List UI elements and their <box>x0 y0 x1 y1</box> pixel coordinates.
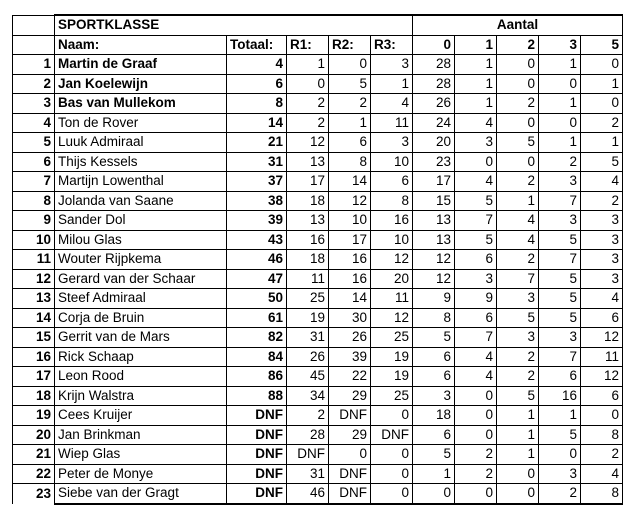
count-2: 0 <box>497 113 539 133</box>
round-1-score: 17 <box>287 172 329 192</box>
count-0: 26 <box>413 94 455 114</box>
count-1: 2 <box>455 445 497 465</box>
round-1-score: 25 <box>287 289 329 309</box>
count-5: 6 <box>581 308 623 328</box>
rank: 3 <box>13 94 55 114</box>
count-1: 0 <box>455 406 497 426</box>
round-3-score: 0 <box>371 406 413 426</box>
total-score: 8 <box>227 94 287 114</box>
round-1-score: 11 <box>287 269 329 289</box>
rank: 17 <box>13 367 55 387</box>
count-1: 0 <box>455 425 497 445</box>
total-score: DNF <box>227 445 287 465</box>
count-5: 4 <box>581 464 623 484</box>
count-5: 11 <box>581 347 623 367</box>
round-3-score: 3 <box>371 55 413 75</box>
count-3: 5 <box>539 269 581 289</box>
total-score: DNF <box>227 406 287 426</box>
total-score: 43 <box>227 230 287 250</box>
table-row <box>13 94 623 114</box>
player-name: Cees Kruijer <box>55 406 227 426</box>
table-row <box>13 133 623 153</box>
count-3: 1 <box>539 133 581 153</box>
total-score: 46 <box>227 250 287 270</box>
count-5: 6 <box>581 386 623 406</box>
table-row <box>13 74 623 94</box>
count-1: 7 <box>455 211 497 231</box>
count-2: 0 <box>497 152 539 172</box>
count-1: 4 <box>455 113 497 133</box>
count-1: 4 <box>455 172 497 192</box>
rank: 15 <box>13 328 55 348</box>
round-2-score: 6 <box>329 133 371 153</box>
table-row <box>13 464 623 484</box>
round-2-score: 2 <box>329 94 371 114</box>
count-5: 0 <box>581 406 623 426</box>
player-name: Martijn Lowenthal <box>55 172 227 192</box>
count-2: 5 <box>497 386 539 406</box>
player-name: Rick Schaap <box>55 347 227 367</box>
round-1-score: 18 <box>287 250 329 270</box>
count-1: 5 <box>455 230 497 250</box>
rank: 21 <box>13 445 55 465</box>
rank: 7 <box>13 172 55 192</box>
round-1-score: 2 <box>287 94 329 114</box>
count-5: 8 <box>581 425 623 445</box>
round-2-score: 16 <box>329 269 371 289</box>
table-row <box>13 191 623 211</box>
player-name: Wiep Glas <box>55 445 227 465</box>
count-2: 0 <box>497 464 539 484</box>
round-1-score: 19 <box>287 308 329 328</box>
round-2-score: 22 <box>329 367 371 387</box>
count-3: 0 <box>539 74 581 94</box>
count-1: 6 <box>455 308 497 328</box>
count-3: 3 <box>539 211 581 231</box>
total-score: 82 <box>227 328 287 348</box>
round-1-score: 45 <box>287 367 329 387</box>
count-5: 0 <box>581 94 623 114</box>
round-1-score: 1 <box>287 55 329 75</box>
count-0: 5 <box>413 328 455 348</box>
total-score: DNF <box>227 425 287 445</box>
player-name: Bas van Mullekom <box>55 94 227 114</box>
count-3-header: 3 <box>539 35 581 55</box>
player-name: Jan Brinkman <box>55 425 227 445</box>
total-score: 88 <box>227 386 287 406</box>
rank: 6 <box>13 152 55 172</box>
count-2: 1 <box>497 445 539 465</box>
count-1: 0 <box>455 152 497 172</box>
round-3-score: 6 <box>371 172 413 192</box>
round-3-score: 16 <box>371 211 413 231</box>
total-score: DNF <box>227 484 287 504</box>
count-5: 3 <box>581 250 623 270</box>
player-name: Corja de Bruin <box>55 308 227 328</box>
count-0: 28 <box>413 55 455 75</box>
round-1-score: 2 <box>287 406 329 426</box>
count-0: 28 <box>413 74 455 94</box>
round-3-score: 10 <box>371 230 413 250</box>
total-score: 14 <box>227 113 287 133</box>
round-3-score: 12 <box>371 308 413 328</box>
count-0: 1 <box>413 464 455 484</box>
round-1-score: DNF <box>287 445 329 465</box>
count-2: 5 <box>497 133 539 153</box>
player-name: Wouter Rijpkema <box>55 250 227 270</box>
count-2: 1 <box>497 406 539 426</box>
round-2-score: 16 <box>329 250 371 270</box>
count-2: 1 <box>497 425 539 445</box>
player-name: Gerard van der Schaar <box>55 269 227 289</box>
rank: 4 <box>13 113 55 133</box>
total-score: 50 <box>227 289 287 309</box>
round-1-score: 16 <box>287 230 329 250</box>
count-5: 5 <box>581 152 623 172</box>
round-2-score: 0 <box>329 445 371 465</box>
round-2-score: 39 <box>329 347 371 367</box>
count-1: 1 <box>455 94 497 114</box>
player-name: Martin de Graaf <box>55 55 227 75</box>
count-0: 12 <box>413 269 455 289</box>
count-5: 12 <box>581 367 623 387</box>
count-1: 1 <box>455 74 497 94</box>
count-1: 9 <box>455 289 497 309</box>
count-3: 3 <box>539 464 581 484</box>
count-3: 3 <box>539 172 581 192</box>
total-score: 21 <box>227 133 287 153</box>
count-1: 1 <box>455 55 497 75</box>
count-3: 2 <box>539 484 581 504</box>
count-5: 4 <box>581 289 623 309</box>
table-row <box>13 113 623 133</box>
round-1-score: 26 <box>287 347 329 367</box>
count-2: 3 <box>497 289 539 309</box>
round-3-score: 25 <box>371 328 413 348</box>
count-5: 3 <box>581 230 623 250</box>
total-score: 38 <box>227 191 287 211</box>
round-2-score: DNF <box>329 406 371 426</box>
round-3-score: 3 <box>371 133 413 153</box>
total-score: DNF <box>227 464 287 484</box>
table-row <box>13 55 623 75</box>
round-2-score: 26 <box>329 328 371 348</box>
rank: 22 <box>13 464 55 484</box>
count-3: 1 <box>539 406 581 426</box>
player-name: Steef Admiraal <box>55 289 227 309</box>
results-table <box>12 14 623 505</box>
count-2: 0 <box>497 55 539 75</box>
count-5: 1 <box>581 74 623 94</box>
rank: 13 <box>13 289 55 309</box>
count-5-header: 5 <box>581 35 623 55</box>
count-5: 8 <box>581 484 623 504</box>
round-1-score: 2 <box>287 113 329 133</box>
round-2-score: 17 <box>329 230 371 250</box>
count-5: 12 <box>581 328 623 348</box>
count-5: 3 <box>581 269 623 289</box>
total-header: Totaal: <box>227 35 287 55</box>
count-0: 24 <box>413 113 455 133</box>
count-3: 3 <box>539 328 581 348</box>
count-0-header: 0 <box>413 35 455 55</box>
round-2-score: 5 <box>329 74 371 94</box>
player-name: Thijs Kessels <box>55 152 227 172</box>
count-1: 4 <box>455 347 497 367</box>
rank: 9 <box>13 211 55 231</box>
name-header: Naam: <box>55 35 227 55</box>
count-0: 6 <box>413 367 455 387</box>
count-2-header: 2 <box>497 35 539 55</box>
player-name: Peter de Monye <box>55 464 227 484</box>
player-name: Ton de Rover <box>55 113 227 133</box>
count-0: 0 <box>413 484 455 504</box>
table-row <box>13 230 623 250</box>
round-3-score: 25 <box>371 386 413 406</box>
rank: 12 <box>13 269 55 289</box>
round-2-score: DNF <box>329 484 371 504</box>
count-3: 7 <box>539 191 581 211</box>
rank: 8 <box>13 191 55 211</box>
table-row <box>13 406 623 426</box>
title-row <box>13 15 623 35</box>
round-1-score: 31 <box>287 328 329 348</box>
count-1: 3 <box>455 133 497 153</box>
round-2-score: 10 <box>329 211 371 231</box>
rank: 20 <box>13 425 55 445</box>
round-3-score: 8 <box>371 191 413 211</box>
count-2: 2 <box>497 367 539 387</box>
round-2-score: 1 <box>329 113 371 133</box>
count-3: 7 <box>539 347 581 367</box>
round-1-score: 31 <box>287 464 329 484</box>
rank: 16 <box>13 347 55 367</box>
round-2-score: 0 <box>329 55 371 75</box>
count-2: 4 <box>497 211 539 231</box>
count-0: 9 <box>413 289 455 309</box>
round-3-score: 11 <box>371 289 413 309</box>
table-row <box>13 152 623 172</box>
count-1: 3 <box>455 269 497 289</box>
count-3: 5 <box>539 230 581 250</box>
player-name: Krijn Walstra <box>55 386 227 406</box>
round-3-score: 20 <box>371 269 413 289</box>
player-name: Sander Dol <box>55 211 227 231</box>
count-0: 6 <box>413 425 455 445</box>
table-row <box>13 445 623 465</box>
count-0: 6 <box>413 347 455 367</box>
round-1-score: 28 <box>287 425 329 445</box>
count-3: 7 <box>539 250 581 270</box>
count-2: 7 <box>497 269 539 289</box>
rank: 2 <box>13 74 55 94</box>
count-5: 3 <box>581 211 623 231</box>
count-2: 3 <box>497 328 539 348</box>
count-3: 0 <box>539 445 581 465</box>
round-3-score: DNF <box>371 425 413 445</box>
count-0: 20 <box>413 133 455 153</box>
table-row <box>13 250 623 270</box>
count-0: 17 <box>413 172 455 192</box>
total-score: 6 <box>227 74 287 94</box>
rank: 11 <box>13 250 55 270</box>
player-name: Jolanda van Saane <box>55 191 227 211</box>
count-0: 8 <box>413 308 455 328</box>
rank: 10 <box>13 230 55 250</box>
round-1-score: 46 <box>287 484 329 504</box>
total-score: 37 <box>227 172 287 192</box>
total-score: 31 <box>227 152 287 172</box>
round-2-score: 30 <box>329 308 371 328</box>
table-row <box>13 484 623 504</box>
count-0: 3 <box>413 386 455 406</box>
table-row <box>13 367 623 387</box>
round-2-score: 29 <box>329 386 371 406</box>
count-0: 12 <box>413 250 455 270</box>
round-1-score: 34 <box>287 386 329 406</box>
count-2: 2 <box>497 172 539 192</box>
round-2-score: 29 <box>329 425 371 445</box>
count-1: 4 <box>455 367 497 387</box>
count-1: 5 <box>455 191 497 211</box>
round-3-score: 0 <box>371 464 413 484</box>
count-3: 0 <box>539 113 581 133</box>
count-5: 0 <box>581 55 623 75</box>
rank: 14 <box>13 308 55 328</box>
count-5: 1 <box>581 133 623 153</box>
round-3-score: 11 <box>371 113 413 133</box>
table-row <box>13 289 623 309</box>
round-2-score: 12 <box>329 191 371 211</box>
count-1-header: 1 <box>455 35 497 55</box>
table-row <box>13 425 623 445</box>
total-score: 47 <box>227 269 287 289</box>
count-3: 16 <box>539 386 581 406</box>
count-3: 2 <box>539 152 581 172</box>
table-row <box>13 172 623 192</box>
player-name: Jan Koelewijn <box>55 74 227 94</box>
total-score: 86 <box>227 367 287 387</box>
rank: 1 <box>13 55 55 75</box>
count-3: 5 <box>539 425 581 445</box>
table-row <box>13 347 623 367</box>
round-3-score: 0 <box>371 445 413 465</box>
count-1: 0 <box>455 484 497 504</box>
count-2: 4 <box>497 230 539 250</box>
table-row <box>13 211 623 231</box>
count-0: 23 <box>413 152 455 172</box>
round-1-score: 18 <box>287 191 329 211</box>
table-row <box>13 386 623 406</box>
round-1-score: 13 <box>287 152 329 172</box>
count-2: 2 <box>497 347 539 367</box>
table-row <box>13 328 623 348</box>
count-2: 5 <box>497 308 539 328</box>
count-5: 2 <box>581 113 623 133</box>
section-title: SPORTKLASSE <box>55 15 413 35</box>
count-1: 2 <box>455 464 497 484</box>
table-row <box>13 308 623 328</box>
count-0: 5 <box>413 445 455 465</box>
total-score: 4 <box>227 55 287 75</box>
count-0: 13 <box>413 230 455 250</box>
rank: 19 <box>13 406 55 426</box>
count-5: 2 <box>581 191 623 211</box>
count-0: 13 <box>413 211 455 231</box>
round-2-score: 14 <box>329 172 371 192</box>
total-score: 61 <box>227 308 287 328</box>
round-3-score: 12 <box>371 250 413 270</box>
count-2: 0 <box>497 484 539 504</box>
round-1-score: 12 <box>287 133 329 153</box>
round-3-score: 0 <box>371 484 413 504</box>
rank: 18 <box>13 386 55 406</box>
round-3-score: 10 <box>371 152 413 172</box>
rank: 5 <box>13 133 55 153</box>
count-1: 7 <box>455 328 497 348</box>
column-header-row <box>13 35 623 55</box>
total-score: 84 <box>227 347 287 367</box>
count-0: 18 <box>413 406 455 426</box>
round-2-score: 8 <box>329 152 371 172</box>
aantal-header: Aantal <box>413 15 623 35</box>
count-1: 0 <box>455 386 497 406</box>
count-3: 6 <box>539 367 581 387</box>
count-5: 2 <box>581 445 623 465</box>
round-1-score: 13 <box>287 211 329 231</box>
count-3: 1 <box>539 94 581 114</box>
count-2: 1 <box>497 191 539 211</box>
count-1: 6 <box>455 250 497 270</box>
round-3-score: 1 <box>371 74 413 94</box>
player-name: Gerrit van de Mars <box>55 328 227 348</box>
table-row <box>13 269 623 289</box>
player-name: Leon Rood <box>55 367 227 387</box>
count-2: 2 <box>497 94 539 114</box>
count-3: 1 <box>539 55 581 75</box>
round-3-score: 19 <box>371 347 413 367</box>
count-2: 2 <box>497 250 539 270</box>
r3-header: R3: <box>371 35 413 55</box>
player-name: Luuk Admiraal <box>55 133 227 153</box>
round-3-score: 19 <box>371 367 413 387</box>
round-1-score: 0 <box>287 74 329 94</box>
player-name: Milou Glas <box>55 230 227 250</box>
count-3: 5 <box>539 308 581 328</box>
r2-header: R2: <box>329 35 371 55</box>
player-name: Siebe van der Gragt <box>55 484 227 504</box>
rank: 23 <box>13 484 55 504</box>
total-score: 39 <box>227 211 287 231</box>
count-3: 5 <box>539 289 581 309</box>
count-2: 0 <box>497 74 539 94</box>
round-3-score: 4 <box>371 94 413 114</box>
round-2-score: DNF <box>329 464 371 484</box>
r1-header: R1: <box>287 35 329 55</box>
count-0: 15 <box>413 191 455 211</box>
count-5: 4 <box>581 172 623 192</box>
round-2-score: 14 <box>329 289 371 309</box>
